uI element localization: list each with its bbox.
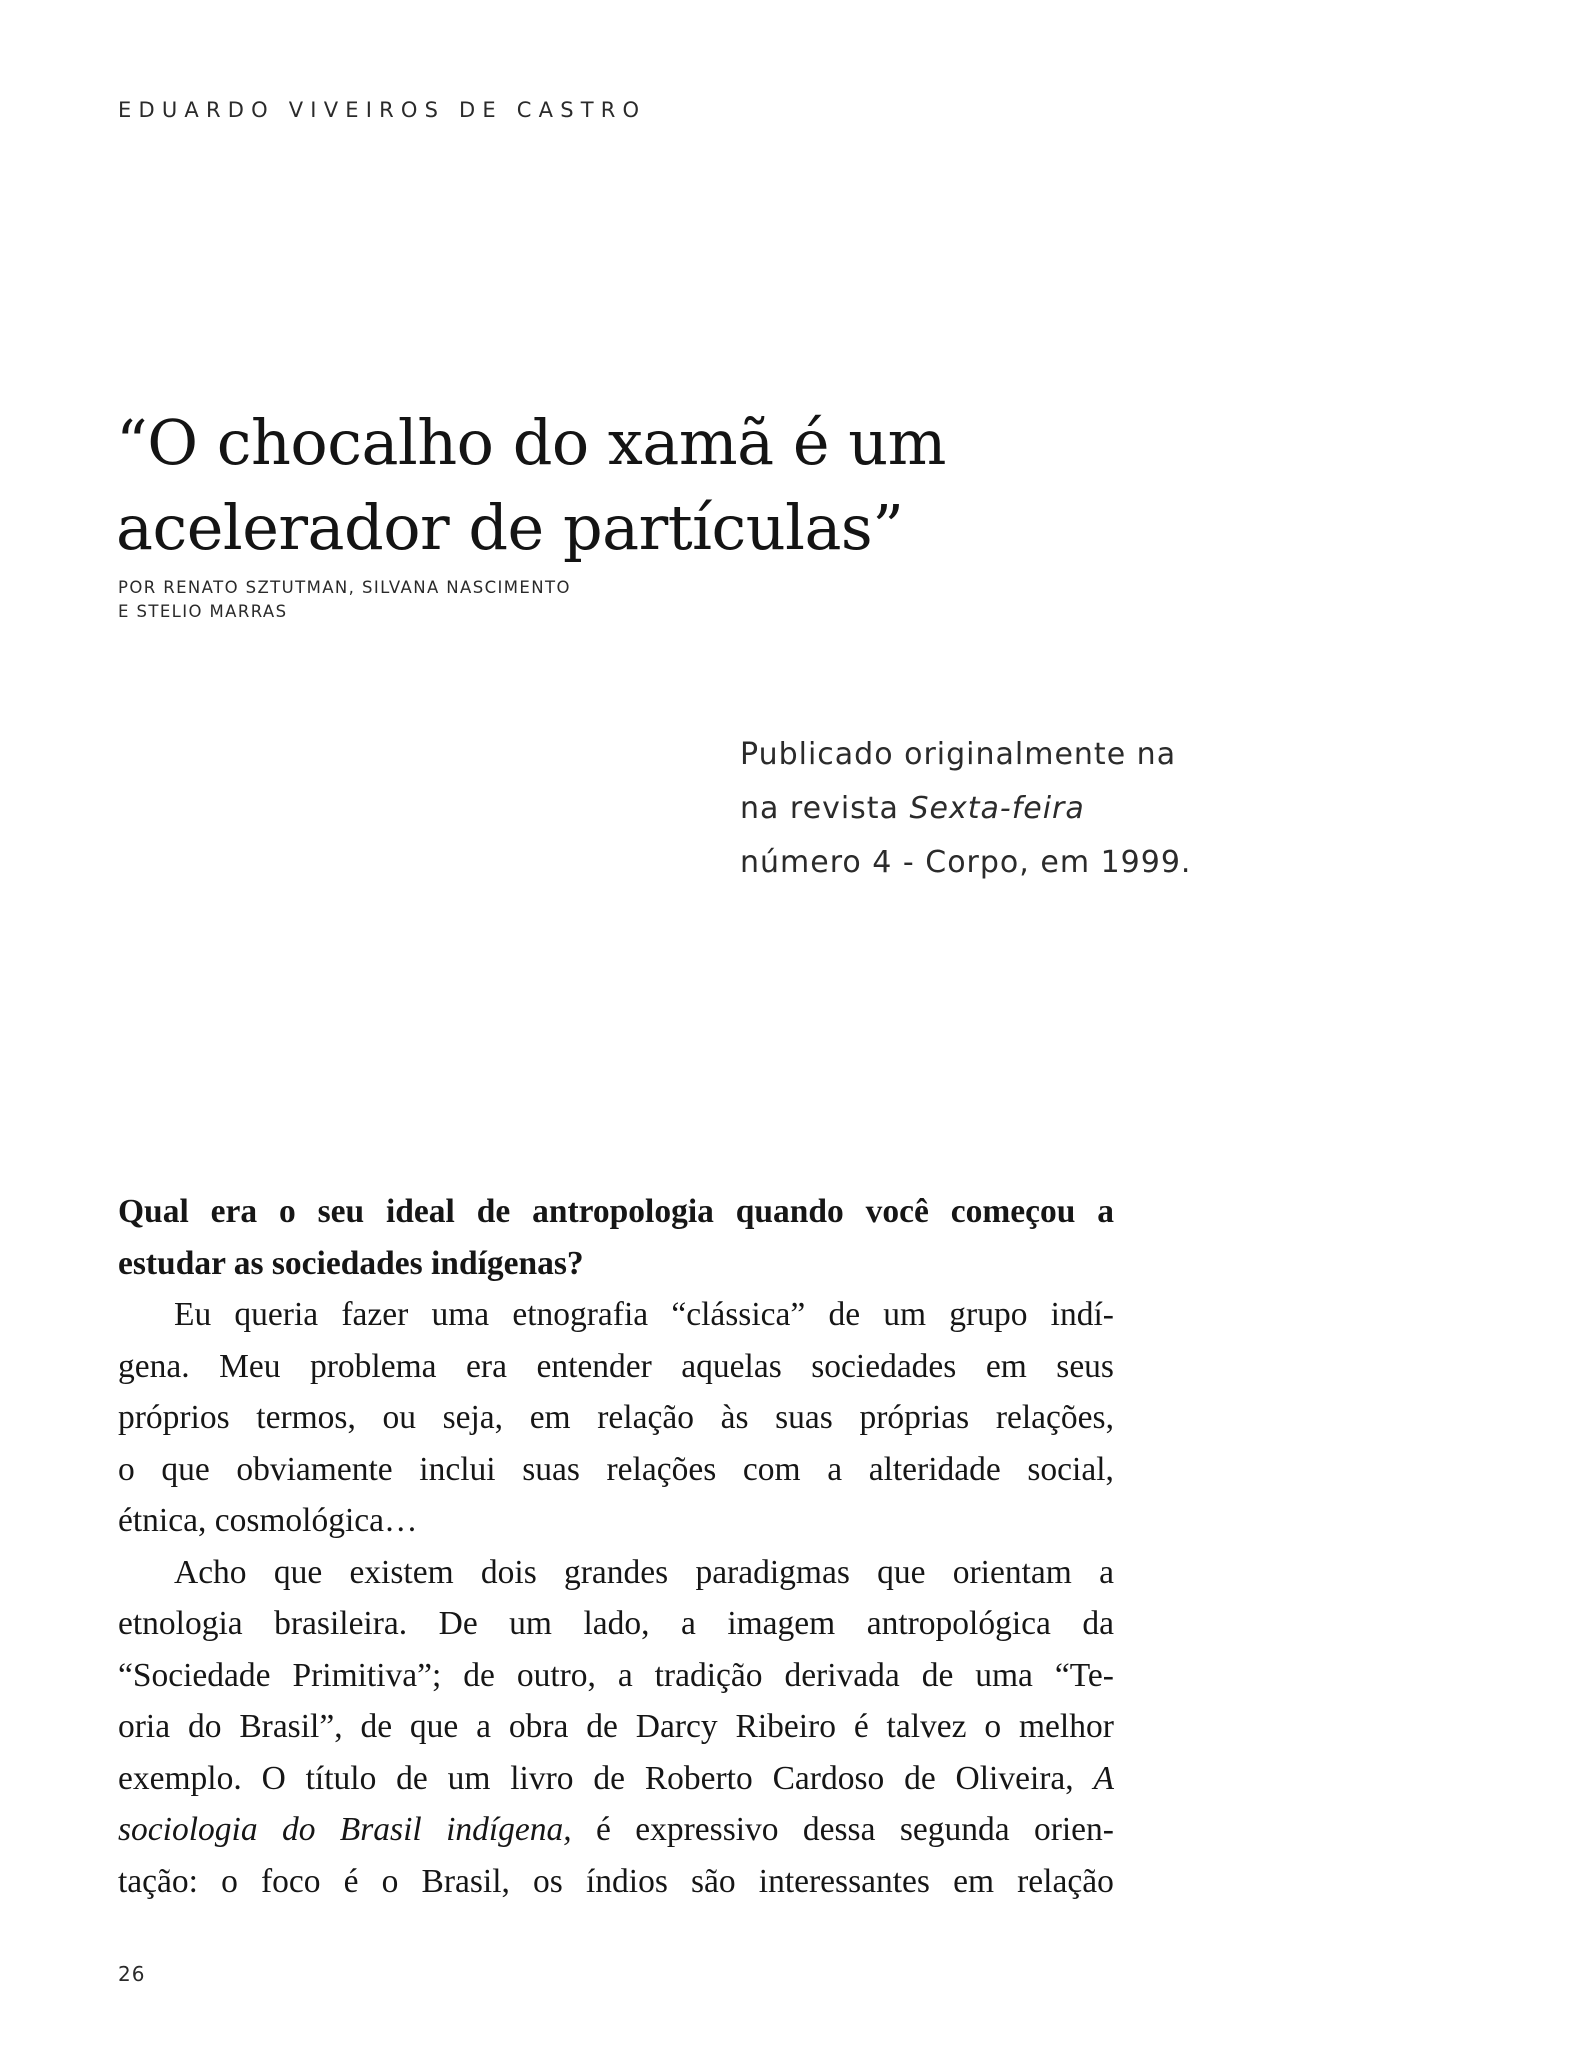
word: Primitiva”; — [292, 1656, 442, 1694]
word: relações — [606, 1450, 717, 1488]
word: paradigmas — [695, 1553, 850, 1591]
word: quando — [735, 1193, 844, 1230]
word: derivada — [784, 1656, 900, 1694]
word: de — [586, 1708, 618, 1745]
word: são — [691, 1862, 736, 1900]
word: grupo — [949, 1296, 1028, 1333]
word: que — [877, 1553, 926, 1591]
question-line: estudar as sociedades indígenas? — [118, 1244, 584, 1282]
word: era — [466, 1347, 507, 1385]
word: indí- — [1050, 1296, 1114, 1333]
word: seja, — [442, 1399, 504, 1436]
word: era — [210, 1193, 258, 1230]
word: tradição — [654, 1656, 763, 1694]
word: livro — [510, 1759, 574, 1797]
word: obra — [508, 1708, 569, 1745]
paragraph-line — [118, 1547, 1114, 1599]
word: em — [985, 1347, 1027, 1385]
word: interessantes — [758, 1862, 930, 1900]
word: seu — [317, 1193, 365, 1230]
word: orientam — [952, 1553, 1072, 1591]
word: uma — [431, 1296, 490, 1333]
word: o — [278, 1193, 296, 1230]
word: indígena, — [446, 1811, 572, 1848]
running-head: EDUARDO VIVEIROS DE CASTRO — [118, 98, 647, 122]
word: sociedades — [811, 1347, 957, 1385]
word: suas — [522, 1450, 580, 1488]
word: a — [1097, 1193, 1114, 1230]
paragraph-line — [118, 1856, 1114, 1908]
title-line-1: “O chocalho do xamã é um — [116, 406, 946, 479]
word: dois — [480, 1553, 537, 1591]
word: Brasil — [339, 1811, 422, 1848]
word: Brasil, — [421, 1862, 510, 1900]
word: próprias — [859, 1399, 970, 1436]
word: melhor — [1019, 1708, 1114, 1745]
word: Brasil”, — [239, 1708, 343, 1745]
word: dessa — [802, 1811, 876, 1848]
word: do — [281, 1811, 316, 1848]
word: antropológica — [866, 1605, 1051, 1642]
word: um — [509, 1605, 552, 1642]
paragraph-line — [118, 1753, 1114, 1805]
word: orien- — [1033, 1811, 1114, 1848]
word: relação — [597, 1399, 694, 1436]
word: Qual — [118, 1193, 189, 1230]
paragraph-line — [118, 1444, 1114, 1496]
word: a — [1099, 1553, 1114, 1591]
word: da — [1082, 1605, 1114, 1642]
word: “Sociedade — [118, 1656, 271, 1694]
page-number: 26 — [118, 1962, 146, 1986]
word: A — [1093, 1759, 1114, 1797]
byline — [118, 576, 571, 624]
word: exemplo. — [118, 1759, 242, 1797]
word: alteridade — [868, 1450, 1001, 1488]
word: Darcy — [635, 1708, 718, 1745]
publication-note — [740, 728, 1191, 890]
word: começou — [950, 1193, 1076, 1230]
paragraph-line — [118, 1341, 1114, 1393]
word: antropologia — [532, 1193, 714, 1230]
word: Roberto — [644, 1759, 753, 1797]
word: Cardoso — [772, 1759, 885, 1797]
word: de — [593, 1759, 625, 1797]
word: próprios — [118, 1399, 230, 1436]
word: às — [720, 1399, 749, 1436]
pubnote-line-1: Publicado originalmente na — [740, 737, 1177, 772]
word: uma — [975, 1656, 1033, 1694]
word: sociologia — [118, 1811, 258, 1848]
article-body — [118, 1186, 1114, 1907]
word: gena. — [118, 1347, 190, 1385]
word: título — [305, 1759, 377, 1797]
word: De — [438, 1605, 478, 1642]
word: a — [617, 1656, 633, 1694]
word: tação: — [118, 1862, 198, 1900]
word: relações, — [995, 1399, 1114, 1436]
word: ou — [382, 1399, 416, 1436]
word: “clássica” — [671, 1296, 806, 1333]
word: fazer — [341, 1296, 409, 1333]
paragraph-line — [118, 1701, 1114, 1753]
word: talvez — [886, 1708, 967, 1745]
word: de — [360, 1708, 393, 1745]
word: Eu — [174, 1296, 212, 1333]
word: os — [533, 1862, 563, 1900]
word: Oliveira, — [955, 1759, 1074, 1797]
word: problema — [310, 1347, 437, 1385]
paragraph-line — [118, 1392, 1114, 1444]
word: seus — [1056, 1347, 1114, 1385]
word: do — [187, 1708, 222, 1745]
word: é — [343, 1862, 359, 1900]
question-line — [118, 1186, 1114, 1238]
word: em — [953, 1862, 995, 1900]
paragraph-line — [118, 1804, 1114, 1856]
word: Meu — [219, 1347, 281, 1385]
word: de — [828, 1296, 861, 1333]
title-line-2: acelerador de partículas” — [116, 491, 904, 564]
word: de — [463, 1656, 495, 1694]
word: o — [381, 1862, 399, 1900]
word: em — [529, 1399, 571, 1436]
word: que — [273, 1553, 323, 1591]
word: entender — [536, 1347, 652, 1385]
word: relação — [1017, 1862, 1114, 1900]
word: termos, — [256, 1399, 356, 1436]
word: o — [221, 1862, 238, 1900]
word: é — [853, 1708, 869, 1745]
word: a — [476, 1708, 492, 1745]
word: de — [921, 1656, 954, 1694]
word: que — [161, 1450, 210, 1488]
word: suas — [775, 1399, 833, 1436]
pubnote-line-2 — [740, 782, 1191, 836]
word: que — [409, 1708, 459, 1745]
paragraph-line — [118, 1650, 1114, 1702]
word: obviamente — [236, 1450, 393, 1488]
word: expressivo — [635, 1811, 779, 1848]
word: segunda — [899, 1811, 1010, 1848]
pubnote-line-3: número 4 - Corpo, em 1999. — [740, 845, 1192, 880]
word: de — [476, 1193, 511, 1230]
word: de — [904, 1759, 936, 1797]
magazine-title: Sexta-feira — [909, 791, 1085, 826]
word: O — [261, 1759, 286, 1797]
word: um — [883, 1296, 927, 1333]
word: o — [118, 1450, 135, 1488]
word: aquelas — [681, 1347, 782, 1385]
word: ideal — [385, 1193, 455, 1230]
word: imagem — [727, 1605, 836, 1642]
word: a — [680, 1605, 696, 1642]
word: grandes — [564, 1553, 669, 1591]
word: inclui — [419, 1450, 496, 1488]
word: etnologia — [118, 1605, 243, 1642]
paragraph-line — [118, 1598, 1114, 1650]
byline-line-1: POR RENATO SZTUTMAN, SILVANA NASCIMENTO — [118, 578, 571, 597]
word: oria — [118, 1708, 171, 1745]
word: o — [984, 1708, 1002, 1745]
word: índios — [585, 1862, 668, 1900]
article-title — [116, 400, 946, 570]
word: um — [447, 1759, 491, 1797]
byline-line-2: E STELIO MARRAS — [118, 602, 288, 621]
word: Acho — [174, 1553, 247, 1591]
word: lado, — [583, 1605, 650, 1642]
word: a — [827, 1450, 843, 1488]
paragraph-line: étnica, cosmológica… — [118, 1502, 418, 1539]
word: existem — [349, 1553, 454, 1591]
pubnote-line-2-prefix: na revista — [740, 791, 910, 826]
word: brasileira. — [274, 1605, 408, 1642]
word: de — [396, 1759, 428, 1797]
word: etnografia — [512, 1296, 649, 1333]
word: com — [742, 1450, 801, 1488]
word: Ribeiro — [735, 1708, 836, 1745]
word: outro, — [516, 1656, 596, 1694]
word: “Te- — [1054, 1656, 1114, 1694]
word: você — [865, 1193, 929, 1230]
word: foco — [260, 1862, 321, 1900]
paragraph-line — [118, 1289, 1114, 1341]
word: é — [596, 1811, 611, 1848]
word: social, — [1027, 1450, 1114, 1488]
word: queria — [234, 1296, 319, 1333]
